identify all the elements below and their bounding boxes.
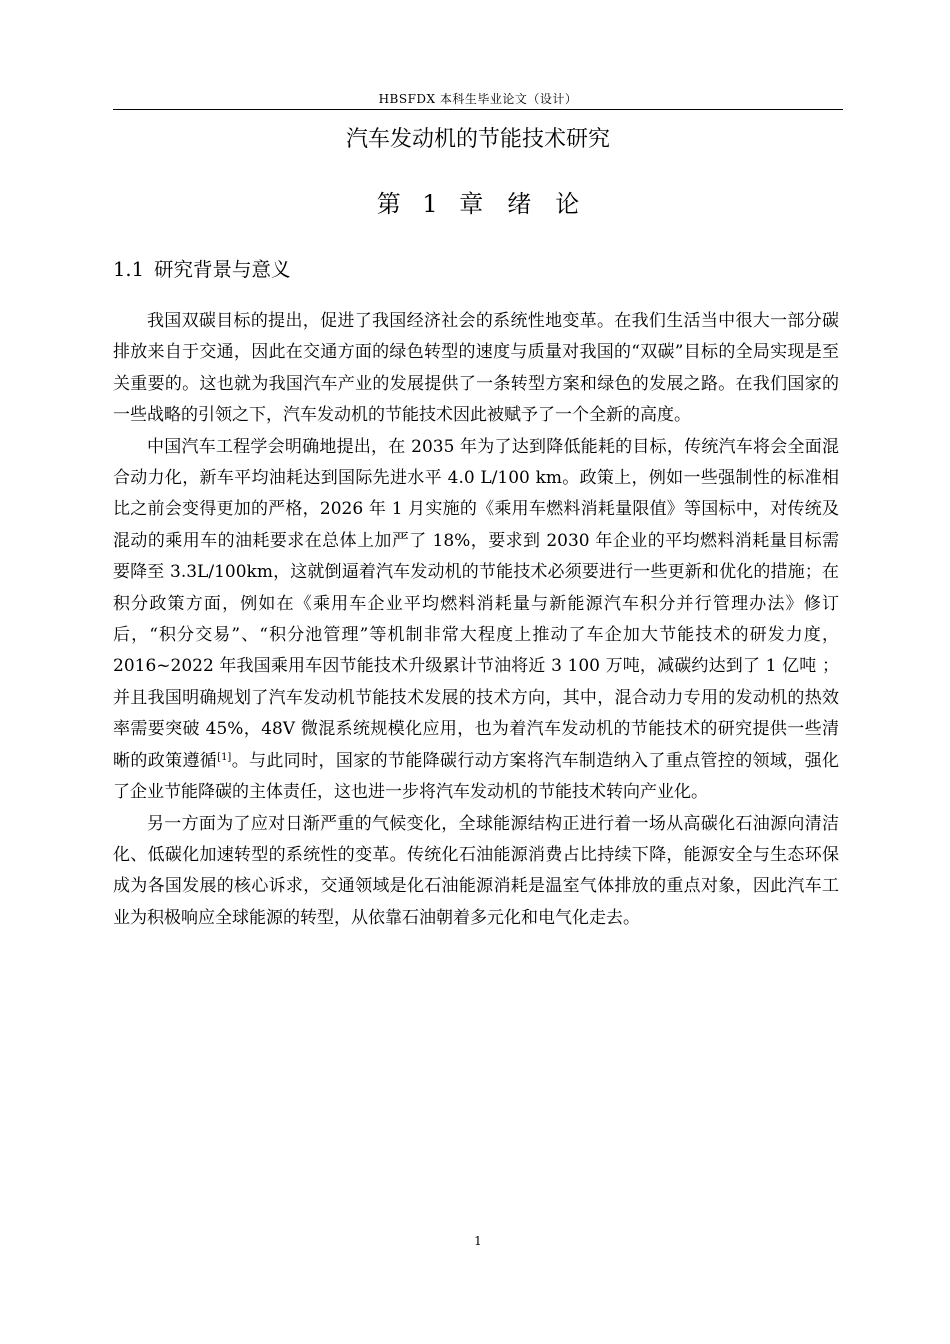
section-heading: [113, 255, 843, 285]
paragraph: 另一方面为了应对日渐严重的气候变化，全球能源结构正进行着一场从高碳化石油源向清洁化、低碳化加速转型的系统性的变革。传统化石油能源消费占比持续下降，能源安全与生态环保成为各国发展的核心诉求，交通领域是化石油能源消耗是温室气体排放的重点对象，因此汽车工业为积极响应全球能源的转型，从依靠石油朝着多元化和电气化走去。: [113, 813, 839, 928]
thesis-title: 汽车发动机的节能技术研究: [345, 127, 610, 152]
body-text: [113, 306, 839, 934]
paragraph: 我国双碳目标的提出，促进了我国经济社会的系统性地变革。在我们生活当中很大一部分碳排放来自于交通，因此在交通方面的绿色转型的速度与质量对我国的“双碳”目标的全局实现是至关重要的。这也就为我国汽车产业的发展提供了一条转型方案和绿色的发展之路。在我们国家的一些战略的引领之下，汽车发动机的节能技术因此被赋予了一个全新的高度。: [113, 311, 839, 426]
chapter-heading: 第 1 章 绪 论: [376, 190, 580, 218]
running-header: HBSFDX 本科生毕业论文（设计）: [378, 92, 578, 106]
section-number: 1.1: [113, 258, 145, 281]
citation-marker[interactable]: [1]: [217, 751, 232, 763]
paragraph: [113, 432, 839, 809]
paragraph-text: 中国汽车工程学会明确地提出，在 2035 年为了达到降低能耗的目标，传统汽车将会全面混合动力化，新车平均油耗达到国际先进水平 4.0 L/100 km。政策上，例如一些强制性的标准相比之前会变得更加的严格，2026 年 1 月实施的《乘用车燃料消耗量限值》等国标中，对传统及混动的乘用车的油耗要求在总体上加严了 18%，要求到 2030 年企业的平均燃料消耗量目标需要降至 3.3L/100km，这就倒逼着汽车发动机的节能技术必须要进行一些更新和优化的措施；在积分政策方面，例如在《乘用车企业平均燃料消耗量与新能源汽车积分并行管理办法》修订后，“积分交易”、“积分池管理”等机制非常大程度上推动了车企加大节能技术的研发力度，2016~2022 年我国乘用车因节能技术升级累计节油将近 3 100 万吨，减碳约达到了 1 亿吨 ；并且我国明确规划了汽车发动机节能技术发展的技术方向，其中，混合动力专用的发动机的热效率需要突破 45%，48V 微混系统规模化应用，也为着汽车发动机的节能技术的研究提供一些清晰的政策遵循: [113, 436, 839, 771]
header-divider: [113, 109, 843, 110]
page-number: 1: [474, 1234, 482, 1248]
section-title: 研究背景与意义: [154, 258, 291, 281]
paragraph-text: 。与此同时，国家的节能降碳行动方案将汽车制造纳入了重点管控的领域，强化了企业节能降碳的主体责任，这也进一步将汽车发动机的节能技术转向产业化。: [113, 750, 840, 803]
